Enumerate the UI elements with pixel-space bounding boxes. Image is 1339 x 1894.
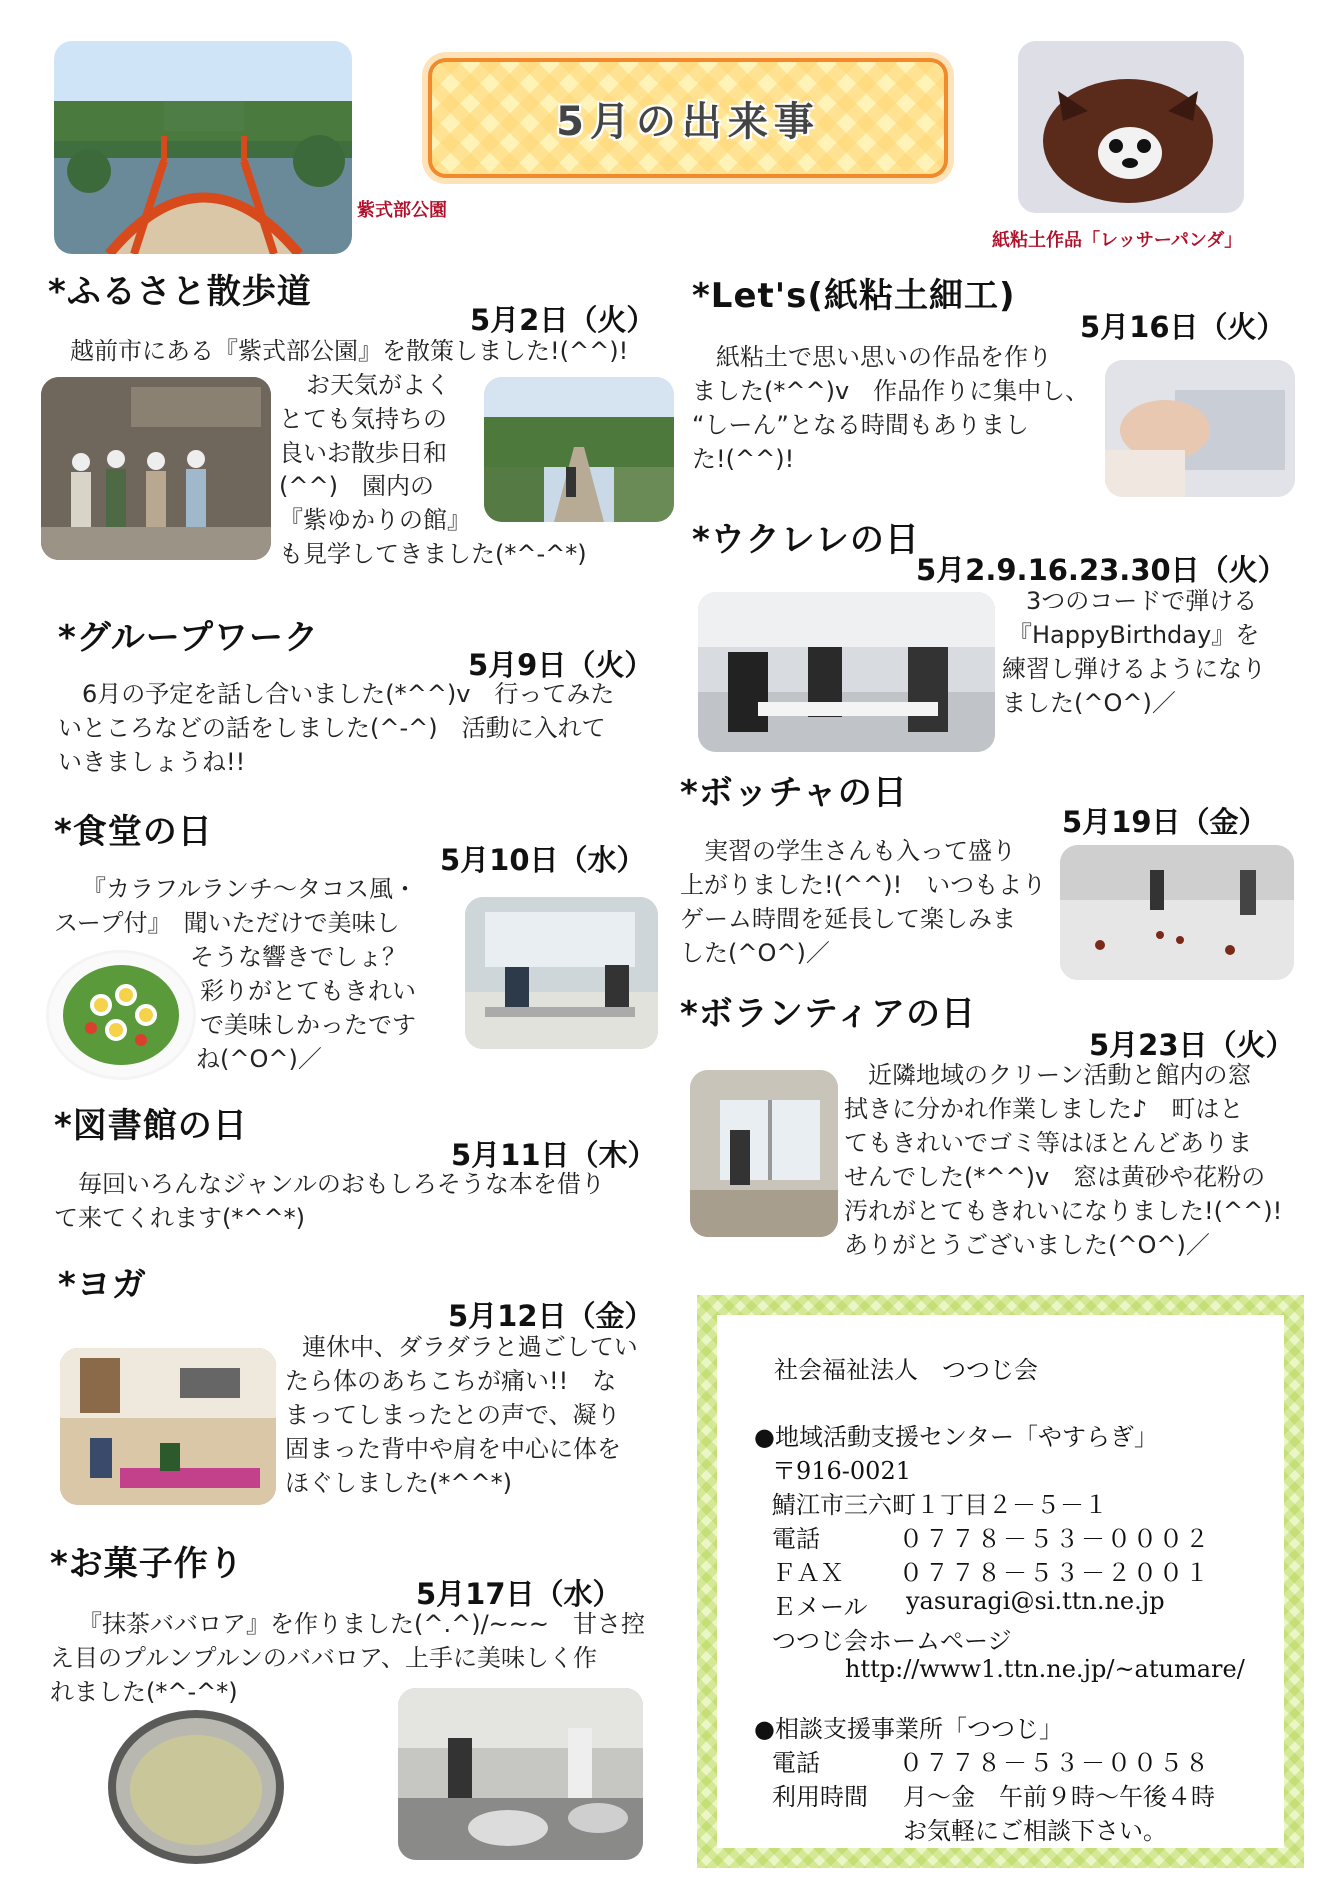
hours-label: 利用時間 [772, 1783, 868, 1811]
page-title-box [428, 58, 948, 178]
boccia-text-line: ゲーム時間を延長して楽しみま [680, 905, 1016, 933]
section-date-okashi: 5月17日（水） [416, 1577, 622, 1611]
tosho-text-line: 毎回いろんなジャンルのおもしろそうな本を借り [78, 1170, 605, 1198]
homepage-url[interactable]: http://www1.ttn.ne.jp/~atumare/ [845, 1655, 1245, 1683]
section-date-shokudo: 5月10日（水） [440, 843, 646, 877]
yoga-text-line: 固まった背中や肩を中心に体を [285, 1435, 621, 1463]
furusato-text-line: お天気がよく [306, 371, 450, 399]
yoga-photo [60, 1348, 276, 1505]
ukulele-text-line: 練習し弾けるようになり [1002, 655, 1266, 683]
ukulele-text-line: 3つのコードで弾ける [1026, 587, 1258, 615]
fax-label: ＦＡＸ [772, 1559, 844, 1587]
volunteer-text-line: 拭きに分かれ作業しました♪ 町はと [844, 1095, 1244, 1123]
section-heading-lets: *Let's(紙粘土細工) [692, 276, 1016, 316]
hours-value: 月～金 午前９時～午後４時 [903, 1783, 1215, 1811]
tel-number: ０７７８－５３－０００２ [899, 1525, 1211, 1553]
volunteer-text-line: 近隣地域のクリーン活動と館内の窓 [868, 1061, 1252, 1089]
org-name: 社会福祉法人 つつじ会 [774, 1356, 1038, 1384]
volunteer-text-line: てもきれいでゴミ等はほとんどありま [844, 1129, 1252, 1157]
section-heading-group: *グループワーク [58, 618, 320, 658]
tosho-text-line: て来てくれます(*^^*) [54, 1204, 305, 1232]
group-photo-museum [41, 377, 271, 560]
yoga-text-line: 連休中、ダラダラと過ごしてい [302, 1333, 638, 1361]
window-cleaning-photo [690, 1070, 838, 1237]
furusato-text-line: とても気持ちの [279, 405, 447, 433]
lets-text-line: ました(*^^)v 作品作りに集中し、 [692, 377, 1090, 405]
shokudo-text-line: そうな響きでしょ？ [190, 943, 406, 971]
volunteer-text-line: 汚れがとてもきれいになりました!(^^)! [844, 1197, 1283, 1225]
postal-code: 〒916-0021 [772, 1457, 911, 1485]
shokudo-text-line: で美味しかったです [200, 1011, 416, 1039]
section-heading-ukulele: *ウクレレの日 [692, 520, 920, 560]
park-photo-caption: 紫式部公園 [357, 200, 447, 221]
group-text-line: いところなどの話をしました(^-^) 活動に入れて [58, 714, 606, 742]
volunteer-text-line: ありがとうございました(^O^)／ [844, 1231, 1210, 1259]
furusato-text-line: 越前市にある『紫式部公園』を散策しました!(^^)! [70, 337, 629, 365]
okashi-text-line: 『抹茶ババロア』を作りました(^.^)/~~~ 甘さ控 [78, 1610, 645, 1638]
red-panda-caption: 紙粘土作品「レッサーパンダ」 [992, 230, 1243, 251]
section-date-boccia: 5月19日（金） [1062, 805, 1268, 839]
ukulele-text-line: 『HappyBirthday』を [1008, 621, 1260, 649]
group-text-line: 6月の予定を話し合いました(*^^)v 行ってみた [82, 680, 615, 708]
volunteer-text-line: せんでした(*^^)v 窓は黄砂や花粉の [844, 1163, 1266, 1191]
park-bridge-photo [54, 41, 352, 254]
furusato-text-line: も見学してきました(*^-^*) [279, 540, 587, 568]
ukulele-text-line: ました(^O^)／ [1002, 689, 1176, 717]
shokudo-text-line: スープ付』 聞いただけで美味し [54, 909, 400, 937]
boccia-text-line: 上がりました!(^^)! いつもより [680, 871, 1047, 899]
boccia-text-line: した(^O^)／ [680, 939, 830, 967]
furusato-text-line: 『紫ゆかりの館』 [279, 506, 471, 534]
cooking-photo [398, 1688, 643, 1860]
consult-name: ●相談支援事業所「つつじ」 [754, 1715, 1063, 1743]
homepage-label: つつじ会ホームページ [772, 1627, 1012, 1655]
lets-text-line: た!(^^)! [692, 445, 795, 473]
yoga-text-line: ほぐしました(*^^*) [285, 1469, 512, 1497]
lunch-room-photo [465, 897, 658, 1049]
consult-note: お気軽にご相談下さい。 [903, 1817, 1167, 1845]
shokudo-text-line: 『カラフルランチ～タコス風・ [82, 875, 418, 903]
email-address[interactable]: yasuragi@si.ttn.ne.jp [906, 1587, 1165, 1615]
section-heading-shokudo: *食堂の日 [54, 812, 213, 852]
yoga-text-line: たら体のあちこちが痛い!! な [285, 1367, 617, 1395]
email-label: Ｅメール [772, 1593, 868, 1621]
lets-text-line: “しーん”となる時間もありまし [692, 411, 1029, 439]
okashi-text-line: れました(*^-^*) [50, 1678, 238, 1706]
address: 鯖江市三六町１丁目２－５－１ [772, 1491, 1108, 1519]
furusato-text-line: (^^) 園内の [279, 472, 434, 500]
section-heading-boccia: *ボッチャの日 [680, 773, 908, 813]
tel-label: 電話 [772, 1525, 820, 1553]
organization-info-box [689, 1287, 1312, 1876]
section-date-ukulele: 5月2.9.16.23.30日（火） [916, 553, 1287, 587]
okashi-text-line: え目のプルンプルンのババロア、上手に美味しく作 [50, 1644, 597, 1672]
section-date-furusato: 5月2日（火） [470, 303, 656, 337]
clay-work-photo [1105, 360, 1295, 497]
section-heading-okashi: *お菓子作り [50, 1544, 244, 1584]
boccia-text-line: 実習の学生さんも入って盛り [704, 837, 1016, 865]
ukulele-photo [698, 592, 995, 752]
section-heading-yoga: *ヨガ [58, 1265, 147, 1305]
salad-photo [46, 950, 196, 1080]
info-inner-panel [717, 1315, 1284, 1848]
yoga-text-line: まってしまったとの声で、凝り [285, 1401, 621, 1429]
section-date-yoga: 5月12日（金） [448, 1299, 654, 1333]
section-heading-volunteer: *ボランティアの日 [680, 994, 977, 1034]
boccia-photo [1060, 845, 1294, 980]
consult-tel-number: ０７７８－５３－００５８ [899, 1749, 1211, 1777]
section-date-volunteer: 5月23日（火） [1089, 1028, 1295, 1062]
section-date-lets: 5月16日（火） [1080, 310, 1286, 344]
section-date-tosho: 5月11日（木） [451, 1138, 657, 1172]
page-title: 5月の出来事 [556, 98, 820, 145]
furusato-text-line: 良いお散歩日和 [279, 439, 447, 467]
group-text-line: いきましょうね!! [58, 748, 246, 776]
consult-tel-label: 電話 [772, 1749, 820, 1777]
shokudo-text-line: ね(^O^)／ [196, 1045, 322, 1073]
section-heading-tosho: *図書館の日 [54, 1106, 248, 1146]
red-panda-clay-photo [1018, 41, 1244, 213]
walking-path-photo [484, 377, 674, 522]
center-name: ●地域活動支援センター「やすらぎ」 [754, 1423, 1158, 1451]
matcha-bavarois-photo [106, 1708, 286, 1866]
section-date-group: 5月9日（火） [468, 648, 654, 682]
lets-text-line: 紙粘土で思い思いの作品を作り [716, 343, 1052, 371]
shokudo-text-line: 彩りがとてもきれい [200, 977, 416, 1005]
fax-number: ０７７８－５３－２００１ [899, 1559, 1211, 1587]
section-heading-furusato: *ふるさと散歩道 [48, 272, 312, 312]
